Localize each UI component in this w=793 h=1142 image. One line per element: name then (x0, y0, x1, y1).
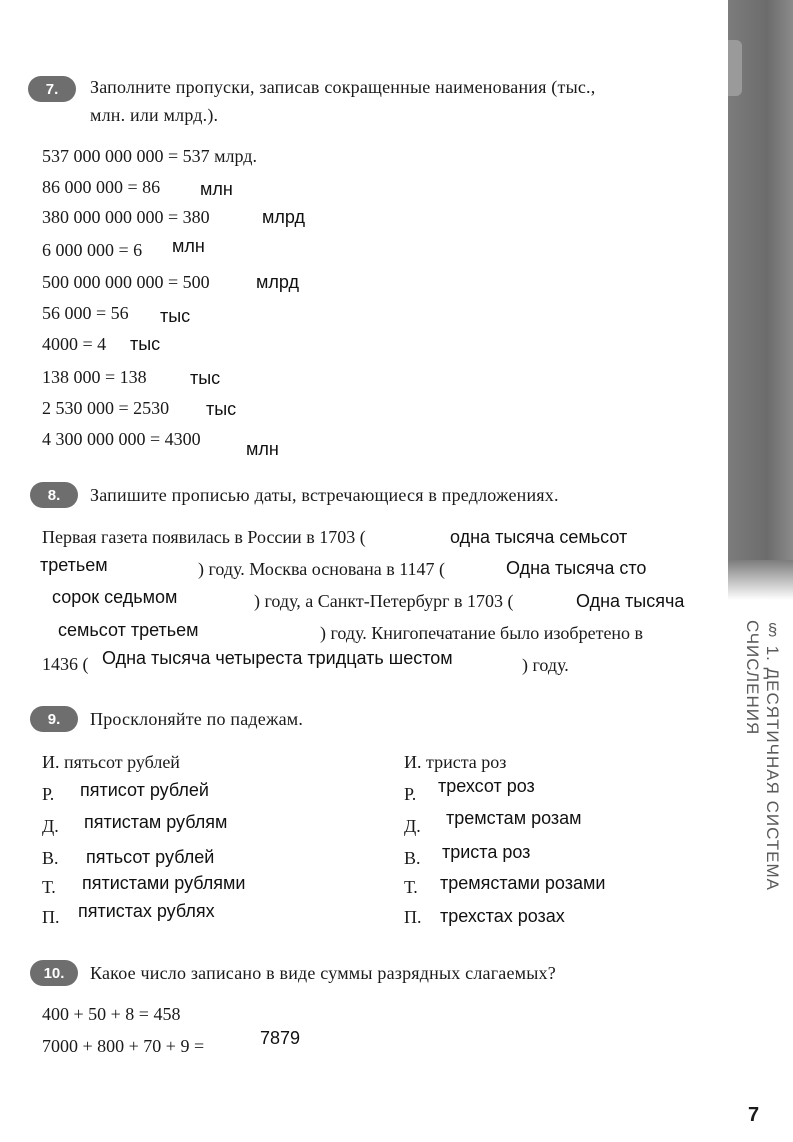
task8-line5-answer: Одна тысяча четыреста тридцать шестом (102, 648, 453, 668)
task8-number-badge: 8. (30, 482, 78, 508)
task9-right-case-answer: тремстам розам (446, 808, 582, 828)
task9-right-case-answer: трехстах розах (440, 906, 565, 926)
task9-left-case-answer: пятистах рублях (78, 901, 215, 921)
task7-number-badge: 7. (28, 76, 76, 102)
task9-right-case-answer: триста роз (442, 842, 531, 862)
task7-row-3-answer: млрд (262, 207, 305, 227)
task7-row-4-answer: млн (172, 236, 205, 256)
task9-right-case-label: П. (404, 907, 422, 927)
task9-left-case-label: Р. (42, 784, 55, 804)
task7-title-line2: млн. или млрд.). (90, 105, 219, 125)
task10-number-badge: 10. (30, 960, 78, 986)
task9-right-case-label: Т. (404, 877, 418, 897)
task10-line2: 7000 + 800 + 70 + 9 = (42, 1036, 205, 1056)
task8-line3-printed: ) году, а Санкт-Петербург в 1703 ( (254, 591, 514, 611)
task9-right-nominative: И. триста роз (404, 752, 507, 772)
task10-line2-answer: 7879 (260, 1028, 301, 1048)
task8-line2-answer: третьем (40, 555, 108, 575)
task7-row-7-answer: тыс (130, 334, 161, 354)
task7-row-1-printed: 537 000 000 000 = 537 млрд. (42, 146, 257, 166)
chapter-side-tab (728, 40, 742, 96)
task7-title-line1: Заполните пропуски, записав сокращенные наименования (тыс., (90, 77, 596, 97)
task7-row-7-printed: 4000 = 4 (42, 334, 107, 354)
task9-right-case-label: Д. (404, 816, 421, 836)
task8-line3-answer-b: Одна тысяча (576, 591, 685, 611)
task7-row-4-printed: 6 000 000 = 6 (42, 240, 143, 260)
task9-number-badge: 9. (30, 706, 78, 732)
task8-line1-printed: Первая газета появилась в России в 1703 ( (42, 527, 366, 547)
task9-right-case-answer: тремястами розами (440, 873, 606, 893)
task9-left-case-label: Д. (42, 816, 59, 836)
task7-row-2-answer: млн (200, 179, 233, 199)
task9-right-case-label: Р. (404, 784, 417, 804)
task7-row-3-printed: 380 000 000 000 = 380 (42, 207, 210, 227)
task9-left-case-answer: пятистами рублями (82, 873, 246, 893)
task9-right-case-answer: трехсот роз (438, 776, 535, 796)
task8-line5-printed-a: 1436 ( (42, 654, 89, 674)
task9-left-case-answer: пятисот рублей (80, 780, 209, 800)
task7-row-9-answer: тыс (206, 399, 237, 419)
task9-left-case-label: Т. (42, 877, 56, 897)
task7-row-6-answer: тыс (160, 306, 191, 326)
task9-left-case-answer: пятистам рублям (84, 812, 228, 832)
task9-left-case-answer: пятьсот рублей (86, 847, 215, 867)
task8-line4-printed: ) году. Книгопечатание было изобретено в (320, 623, 644, 643)
task8-line2-printed: ) году. Москва основана в 1147 ( (198, 559, 446, 579)
task7-row-8-printed: 138 000 = 138 (42, 367, 147, 387)
task7-row-10-printed: 4 300 000 000 = 4300 (42, 429, 201, 449)
task8-line3-answer: сорок седьмом (52, 587, 178, 607)
task7-row-6-printed: 56 000 = 56 (42, 303, 129, 323)
task7-row-9-printed: 2 530 000 = 2530 (42, 398, 170, 418)
task7-row-10-answer: млн (246, 439, 279, 459)
task7-row-8-answer: тыс (190, 368, 221, 388)
task10-line1: 400 + 50 + 8 = 458 (42, 1004, 181, 1024)
chapter-side-band-fade (728, 560, 793, 600)
task9-right-case-label: В. (404, 848, 421, 868)
task8-title: Запишите прописью даты, встречающиеся в предложениях. (90, 485, 559, 505)
task7-row-2-printed: 86 000 000 = 86 (42, 177, 161, 197)
task7-row-5-answer: млрд (256, 272, 299, 292)
task8-line5-printed-b: ) году. (522, 655, 569, 675)
task8-line2-answer-b: Одна тысяча сто (506, 558, 647, 578)
task9-title: Просклоняйте по падежам. (90, 709, 304, 729)
task9-left-case-label: П. (42, 907, 60, 927)
task9-left-nominative: И. пятьсот рублей (42, 752, 180, 772)
page-number: 7 (748, 1104, 760, 1126)
task9-left-case-label: В. (42, 848, 59, 868)
task7-row-5-printed: 500 000 000 000 = 500 (42, 272, 210, 292)
task8-line4-answer: семьсот третьем (58, 620, 199, 640)
task10-title: Какое число записано в виде суммы разрядных слагаемых? (90, 963, 556, 983)
task8-line1-answer: одна тысяча семьсот (450, 527, 628, 547)
chapter-title-vertical: § 1. ДЕСЯТИЧНАЯ СИСТЕМА СЧИСЛЕНИЯ (743, 620, 782, 892)
